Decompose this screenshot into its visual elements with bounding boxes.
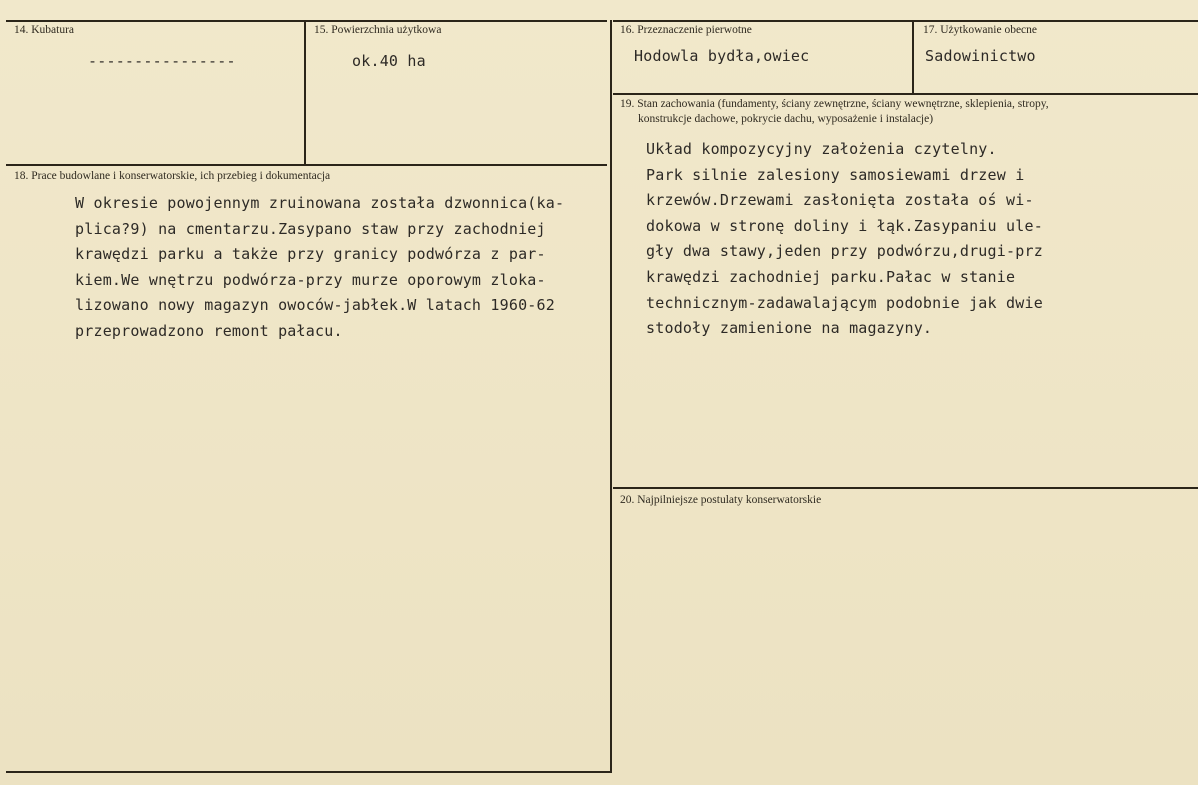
field-14-label: 14. Kubatura (14, 24, 75, 36)
rule-19-top (613, 93, 1198, 95)
text-line: plica?9) na cmentarzu.Zasypano staw przy zachodniej (75, 219, 546, 238)
field-19-label-cont: konstrukcje dachowe, pokrycie dachu, wyposażenie i instalacje) (638, 113, 934, 125)
field-19-text (646, 137, 1043, 342)
field-17-label: 17. Użytkowanie obecne (923, 24, 1038, 36)
text-line: kiem.We wnętrzu podwórza-przy murze oporowym zloka- (75, 270, 546, 289)
text-line: przeprowadzono remont pałacu. (75, 321, 343, 340)
rule-18-top (6, 164, 607, 166)
bottom-rule (6, 771, 612, 773)
text-line: Układ kompozycyjny założenia czytelny. (646, 140, 997, 158)
field-18-label: 18. Prace budowlane i konserwatorskie, ich przebieg i dokumentacja (14, 170, 331, 182)
divider-14-15 (304, 20, 306, 165)
divider-16-17 (912, 20, 914, 94)
top-rule-right (613, 20, 1198, 22)
field-16-label: 16. Przeznaczenie pierwotne (620, 24, 752, 36)
field-17-value: Sadowinictwo (925, 47, 1036, 65)
field-15-label: 15. Powierzchnia użytkowa (314, 24, 442, 36)
field-18-text (75, 191, 564, 345)
rule-20-top (613, 487, 1198, 489)
field-20-label: 20. Najpilniejsze postulaty konserwatorskie (620, 494, 822, 506)
field-16-value: Hodowla bydła,owiec (634, 47, 810, 65)
field-19-label: 19. Stan zachowania (fundamenty, ściany zewnętrzne, ściany wewnętrzne, sklepienia, stropy, (620, 98, 1049, 110)
text-line: gły dwa stawy,jeden przy podwórzu,drugi-prz (646, 242, 1043, 261)
text-line: lizowano nowy magazyn owoców-jabłek.W latach 1960-62 (75, 296, 555, 315)
text-line: technicznym-zadawalającym podobnie jak dwie (646, 293, 1043, 312)
center-divider (610, 20, 612, 772)
text-line: krawędzi parku a także przy granicy podwórza z par- (75, 245, 546, 264)
top-rule-left (6, 20, 607, 22)
text-line: krzewów.Drzewami zasłonięta została oś wi- (646, 191, 1034, 210)
field-15-value: ok.40 ha (352, 52, 426, 70)
text-line: stodoły zamienione na magazyny. (646, 319, 933, 338)
field-14-value: ---------------- (88, 52, 236, 70)
text-line: krawędzi zachodniej parku.Pałac w stanie (646, 267, 1016, 286)
text-line: dokowa w stronę doliny i łąk.Zasypaniu ule- (646, 216, 1043, 235)
text-line: Park silnie zalesiony samosiewami drzew i (646, 165, 1025, 184)
text-line: W okresie powojennym zruinowana została dzwonnica(ka- (75, 194, 565, 212)
